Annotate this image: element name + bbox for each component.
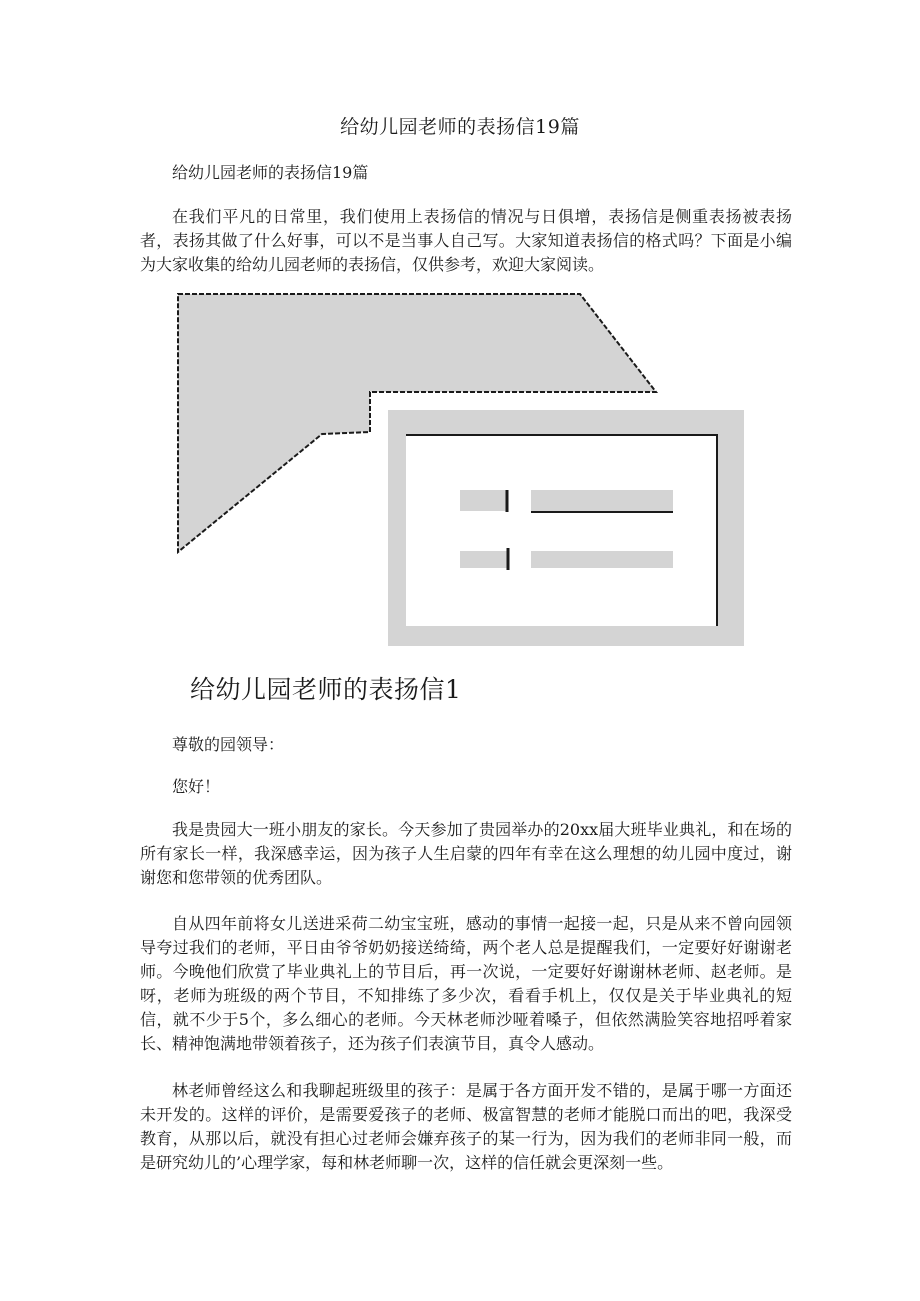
card-body [406, 434, 718, 626]
card-line-short-2 [460, 551, 508, 568]
letter-greeting: 您好！ [172, 777, 221, 796]
document-subtitle: 给幼儿园老师的表扬信19篇 [172, 163, 369, 182]
letter-paragraph: 自从四年前将女儿送进采荷二幼宝宝班，感动的事情一起接一起，只是从来不曾向园领导夸过我们的老师，平日由爷爷奶奶接送绮绮，两个老人总是提醒我们，一定要好好谢谢老师。今晚他们欣赏了毕业典礼上的节目后，再一次说，一定要好好谢谢林老师、赵老师。是呀，老师为班级的两个节目，不知排练了多少次，看看手机上，仅仅是关于毕业典礼的短信，就不少于5个，多么细心的老师。今天林老师沙哑着嗓子，但依然满脸笑容地招呼着家长、精神饱满地带领着孩子，还为孩子们表演节目，真令人感动。 [140, 914, 792, 1053]
letter-paragraph: 林老师曾经这么和我聊起班级里的孩子：是属于各方面开发不错的，是属于哪一方面还未开发的。这样的评价，是需要爱孩子的老师、极富智慧的老师才能脱口而出的吧，我深受教育，从那以后，就没有担心过老师会嫌弃孩子的某一行为，因为我们的老师非同一般，而是研究幼儿的’心理学家，每和林老师聊一次，这样的信任就会更深刻一些。 [140, 1081, 792, 1172]
card-line-short-1 [460, 490, 508, 511]
letter-heading: 给幼儿园老师的表扬信1 [190, 675, 462, 704]
ribbon-and-card-icon [176, 292, 748, 650]
letter-paragraph: 我是贵园大一班小朋友的家长。今天参加了贵园举办的20xx届大班毕业典礼，和在场的所有家长一样，我深感幸运，因为孩子人生启蒙的四年有幸在这么理想的幼儿园中度过，谢谢您和您带领的优秀团队。 [140, 820, 792, 887]
intro-paragraph: 在我们平凡的日常里，我们使用上表扬信的情况与日俱增，表扬信是侧重表扬被表扬者，表扬其做了什么好事，可以不是当事人自己写。大家知道表扬信的格式吗？下面是小编为大家收集的给幼儿园老师的表扬信，仅供参考，欢迎大家阅读。 [140, 207, 792, 274]
card-line-long-1 [531, 490, 673, 511]
letter-salutation: 尊敬的园领导： [172, 735, 285, 754]
card-line-long-2 [531, 551, 673, 568]
document-title: 给幼儿园老师的表扬信19篇 [340, 116, 580, 138]
